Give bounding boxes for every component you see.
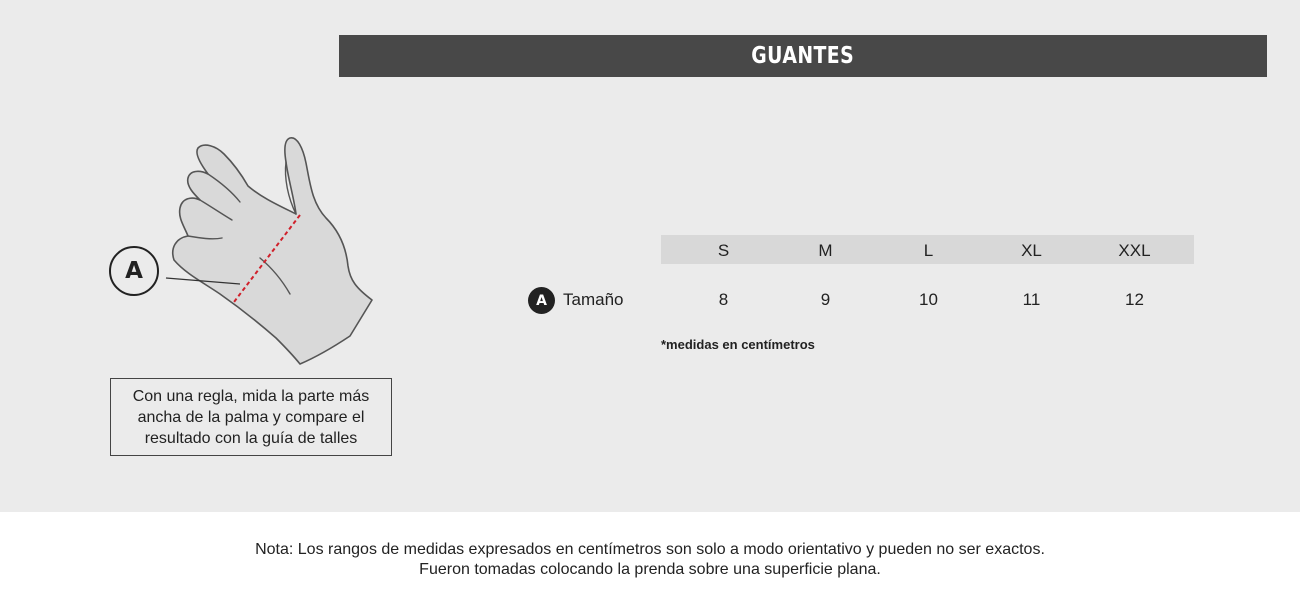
size-header-m: M <box>818 241 833 260</box>
footer-note <box>0 540 1300 580</box>
measurement-label-a: A <box>109 246 159 296</box>
units-note: *medidas en centímetros <box>661 337 815 352</box>
footer-note-line-1: Nota: Los rangos de medidas expresados en centímetros son solo a modo orientativo y pueden no ser exactos. <box>255 541 1045 558</box>
title-bar <box>339 35 1267 77</box>
size-value-xxl: 12 <box>1125 290 1144 309</box>
page-title: GUANTES <box>751 43 855 69</box>
size-header-l: L <box>923 241 934 260</box>
footer-note-line-2: Fueron tomadas colocando la prenda sobre una superficie plana. <box>419 561 881 578</box>
size-header-s: S <box>717 241 730 260</box>
row-marker-a: A <box>528 287 555 314</box>
measurement-instructions: Con una regla, mida la parte más ancha de la palma y compare el resultado con la guía de talles <box>110 378 392 456</box>
row-label-tamano: Tamaño <box>563 290 624 309</box>
size-value-xl: 11 <box>1022 290 1041 309</box>
size-header-xxl: XXL <box>1118 241 1151 260</box>
size-header-xl: XL <box>1021 241 1042 260</box>
size-value-m: 9 <box>820 290 831 309</box>
size-value-l: 10 <box>919 290 938 309</box>
size-value-s: 8 <box>718 290 729 309</box>
